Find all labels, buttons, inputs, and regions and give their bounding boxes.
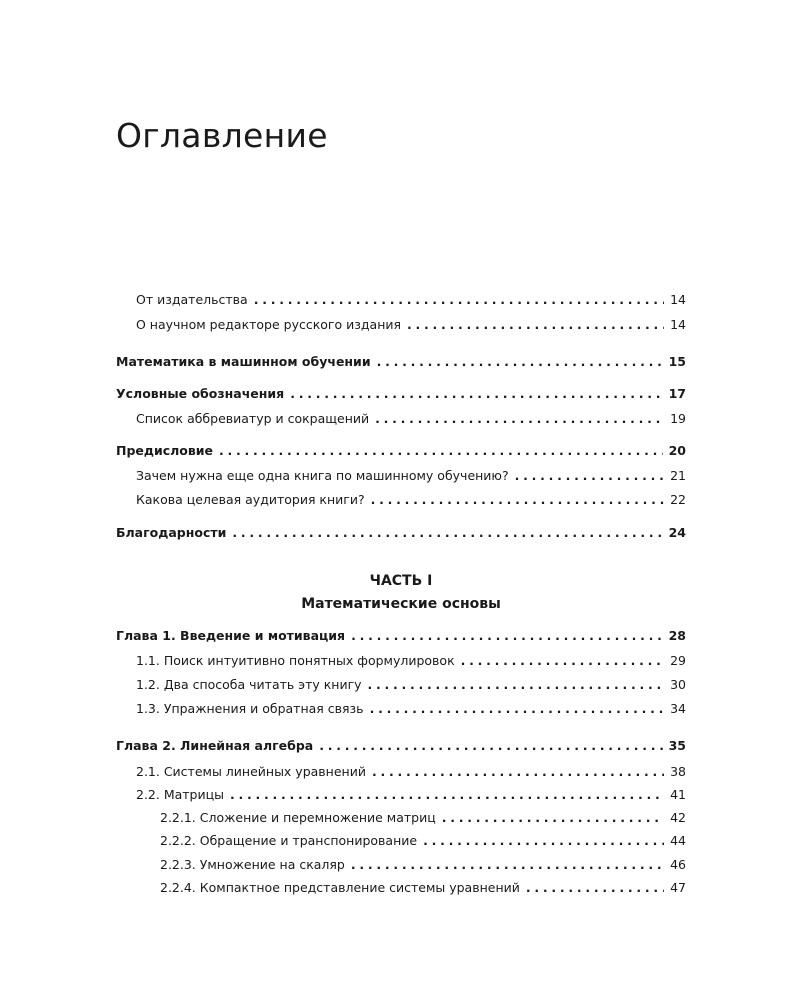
dot-leader bbox=[368, 675, 665, 695]
toc-entry-label: Список аббревиатур и сокращений bbox=[136, 411, 370, 426]
toc-entry-label: 2.2.1. Сложение и перемножение матриц bbox=[160, 810, 436, 825]
toc-entry-section-1-1[interactable] bbox=[116, 651, 686, 671]
toc-entry-label: 1.3. Упражнения и обратная связь bbox=[136, 701, 364, 716]
dot-leader bbox=[407, 315, 664, 335]
toc-entry-chapter-2[interactable] bbox=[116, 736, 686, 756]
toc-page-number: 30 bbox=[670, 677, 686, 692]
toc-page-number: 41 bbox=[670, 787, 686, 802]
toc-page-number: 15 bbox=[668, 354, 686, 369]
toc-entry-label: Математика в машинном обучении bbox=[116, 354, 371, 369]
part-number: ЧАСТЬ I bbox=[369, 573, 433, 589]
toc-entry-label: 2.2.4. Компактное представление системы уравнений bbox=[160, 880, 520, 895]
dot-leader bbox=[370, 699, 665, 719]
dot-leader bbox=[442, 808, 664, 828]
toc-page-number: 20 bbox=[668, 443, 686, 458]
toc-entry-section-1-3[interactable] bbox=[116, 699, 686, 719]
toc-entry-label: Условные обозначения bbox=[116, 386, 285, 401]
dot-leader bbox=[232, 523, 662, 543]
toc-entry-label: От издательства bbox=[136, 292, 248, 307]
toc-entry-target-audience[interactable] bbox=[116, 490, 686, 510]
dot-leader bbox=[515, 466, 665, 486]
dot-leader bbox=[423, 831, 664, 851]
toc-entry-label: 2.2. Матрицы bbox=[136, 787, 224, 802]
toc-entry-label: Предисловие bbox=[116, 443, 214, 458]
toc-entry-from-publisher[interactable] bbox=[116, 290, 686, 310]
toc-entry-label: О научном редакторе русского издания bbox=[136, 317, 402, 332]
toc-entry-section-2-2-1[interactable] bbox=[116, 808, 686, 828]
toc-page-number: 28 bbox=[668, 628, 686, 643]
toc-entry-label: Благодарности bbox=[116, 525, 227, 540]
toc-page-number: 19 bbox=[670, 411, 686, 426]
dot-leader bbox=[351, 855, 664, 875]
toc-entry-label: 1.2. Два способа читать эту книгу bbox=[136, 677, 362, 692]
toc-page-number: 14 bbox=[670, 317, 686, 332]
toc-entry-section-2-2[interactable] bbox=[116, 785, 686, 805]
toc-page-number: 21 bbox=[670, 468, 686, 483]
toc-page-number: 14 bbox=[670, 292, 686, 307]
toc-entry-abbreviations[interactable] bbox=[116, 409, 686, 429]
part-title: Математические основы bbox=[301, 596, 501, 612]
dot-leader bbox=[377, 352, 663, 372]
dot-leader bbox=[372, 762, 664, 782]
toc-page-number: 24 bbox=[668, 525, 686, 540]
toc-page-number: 47 bbox=[670, 880, 686, 895]
dot-leader bbox=[371, 490, 664, 510]
toc-page-number: 42 bbox=[670, 810, 686, 825]
toc-page-number: 44 bbox=[670, 833, 686, 848]
toc-entry-section-1-2[interactable] bbox=[116, 675, 686, 695]
toc-entry-label: 1.1. Поиск интуитивно понятных формулировок bbox=[136, 653, 455, 668]
toc-entry-chapter-1[interactable] bbox=[116, 626, 686, 646]
toc-page-number: 46 bbox=[670, 857, 686, 872]
dot-leader bbox=[526, 878, 664, 898]
toc-page-number: 35 bbox=[668, 738, 686, 753]
toc-entry-section-2-2-3[interactable] bbox=[116, 855, 686, 875]
toc-entry-label: Глава 1. Введение и мотивация bbox=[116, 628, 346, 643]
toc-entry-notation[interactable] bbox=[116, 384, 686, 404]
dot-leader bbox=[230, 785, 664, 805]
toc-entry-label: 2.2.3. Умножение на скаляр bbox=[160, 857, 345, 872]
toc-entry-section-2-1[interactable] bbox=[116, 762, 686, 782]
toc-entry-preface[interactable] bbox=[116, 441, 686, 461]
dot-leader bbox=[219, 441, 663, 461]
dot-leader bbox=[375, 409, 664, 429]
toc-page-number: 38 bbox=[670, 764, 686, 779]
dot-leader bbox=[319, 736, 662, 756]
toc-entry-label: 2.1. Системы линейных уравнений bbox=[136, 764, 366, 779]
toc-entry-acknowledgements[interactable] bbox=[116, 523, 686, 543]
page-title: Оглавление bbox=[116, 116, 328, 155]
toc-entry-label: Глава 2. Линейная алгебра bbox=[116, 738, 314, 753]
toc-entry-label: 2.2.2. Обращение и транспонирование bbox=[160, 833, 418, 848]
toc-page-number: 17 bbox=[668, 386, 686, 401]
dot-leader bbox=[461, 651, 664, 671]
toc-entry-section-2-2-4[interactable] bbox=[116, 878, 686, 898]
dot-leader bbox=[254, 290, 664, 310]
toc-page-number: 29 bbox=[670, 653, 686, 668]
toc-page-number: 22 bbox=[670, 492, 686, 507]
toc-entry-math-in-ml[interactable] bbox=[116, 352, 686, 372]
dot-leader bbox=[351, 626, 663, 646]
toc-entry-label: Зачем нужна еще одна книга по машинному обучению? bbox=[136, 468, 509, 483]
toc-entry-section-2-2-2[interactable] bbox=[116, 831, 686, 851]
toc-entry-label: Какова целевая аудитория книги? bbox=[136, 492, 365, 507]
toc-entry-about-editor[interactable] bbox=[116, 315, 686, 335]
toc-page-number: 34 bbox=[670, 701, 686, 716]
dot-leader bbox=[290, 384, 662, 404]
toc-entry-why-another-book[interactable] bbox=[116, 466, 686, 486]
